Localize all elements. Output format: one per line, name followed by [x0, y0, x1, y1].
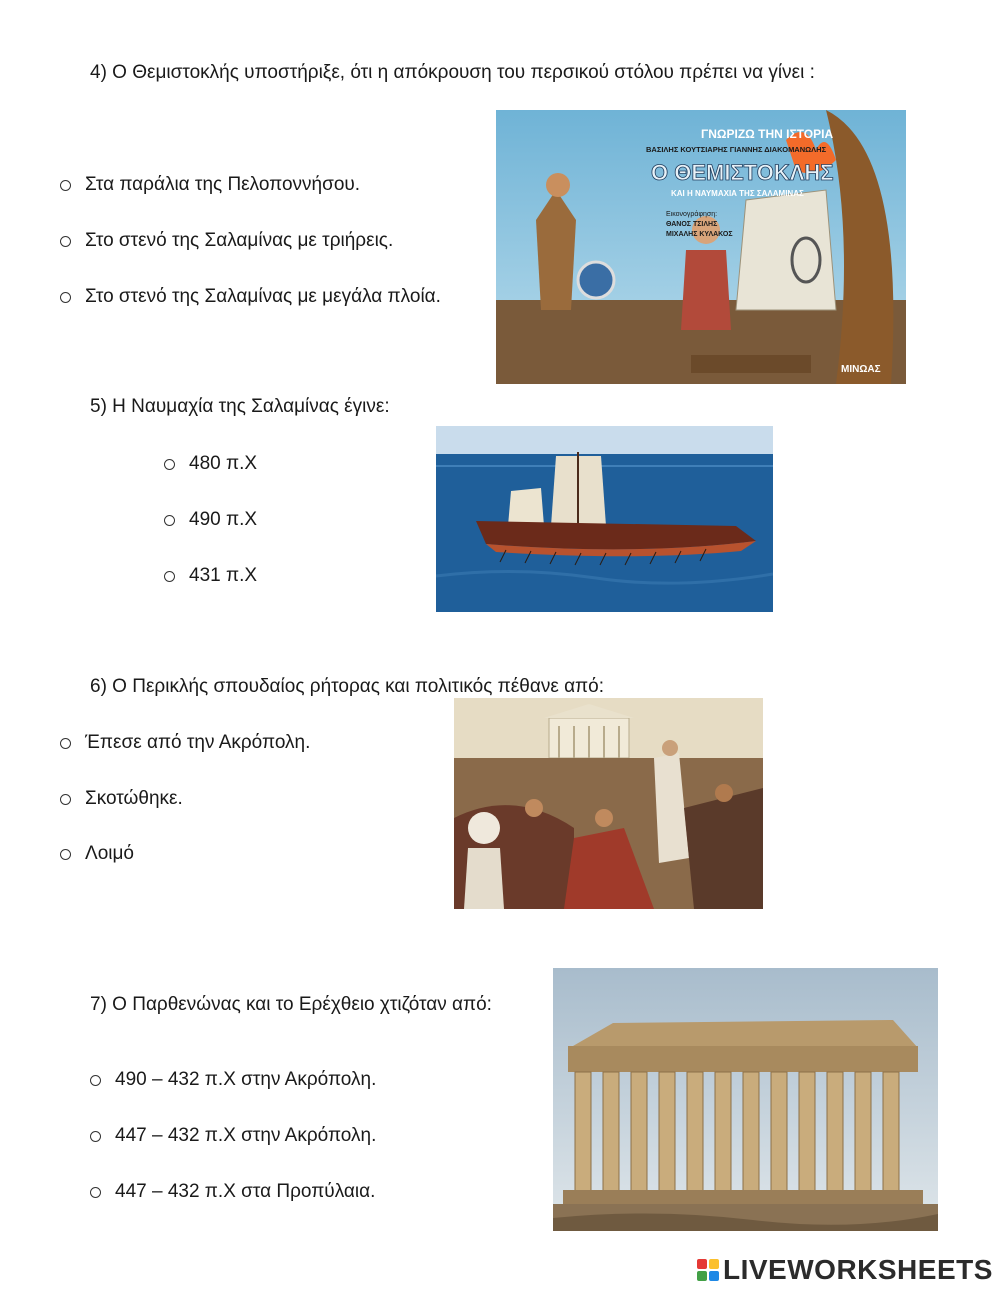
q5-option-2[interactable]: 490 π.Χ	[164, 509, 257, 531]
radio-icon[interactable]	[164, 459, 175, 470]
radio-icon[interactable]	[164, 571, 175, 582]
radio-icon[interactable]	[60, 738, 71, 749]
parthenon-image	[553, 968, 938, 1231]
brand-name: LIVEWORKSHEETS	[723, 1254, 993, 1285]
cover-illustrator-2: ΜΙΧΑΛΗΣ ΚΥΛΑΚΟΣ	[666, 231, 733, 238]
q4-option-1[interactable]: Στα παράλια της Πελοποννήσου.	[60, 174, 360, 196]
question-6-text: 6) Ο Περικλής σπουδαίος ρήτορας και πολιτικός πέθανε από:	[90, 676, 605, 697]
q7-option-2[interactable]: 447 – 432 π.Χ στην Ακρόπολη.	[90, 1125, 376, 1147]
q5-option-3[interactable]: 431 π.Χ	[164, 565, 257, 587]
liveworksheets-logo[interactable]	[697, 1254, 993, 1286]
radio-icon[interactable]	[164, 515, 175, 526]
q7-option-3[interactable]: 447 – 432 π.Χ στα Προπύλαια.	[90, 1181, 375, 1203]
q6-option-2[interactable]: Σκοτώθηκε.	[60, 788, 183, 810]
pericles-painting-image	[454, 698, 763, 909]
cover-authors-text: ΒΑΣΙΛΗΣ ΚΟΥΤΣΙΑΡΗΣ ΓΙΑΝΝΗΣ ΔΙΑΚΟΜΑΝΩΛΗΣ	[646, 145, 827, 154]
q6-option-3[interactable]: Λοιμό	[60, 843, 134, 865]
q4-option-2[interactable]: Στο στενό της Σαλαμίνας με τριήρεις.	[60, 230, 393, 252]
radio-icon[interactable]	[60, 236, 71, 247]
trireme-ship-image	[436, 426, 773, 612]
radio-icon[interactable]	[60, 292, 71, 303]
radio-icon[interactable]	[60, 180, 71, 191]
question-5-text: 5) Η Ναυμαχία της Σαλαμίνας έγινε:	[90, 396, 390, 417]
radio-icon[interactable]	[90, 1075, 101, 1086]
cover-illustrator-1: ΘΑΝΟΣ ΤΣΙΛΗΣ	[666, 221, 718, 228]
radio-icon[interactable]	[90, 1131, 101, 1142]
q7-option-1[interactable]: 490 – 432 π.Χ στην Ακρόπολη.	[90, 1069, 376, 1091]
radio-icon[interactable]	[90, 1187, 101, 1198]
cover-series-text: ΓΝΩΡΙΖΩ ΤΗΝ ΙΣΤΟΡΙΑ	[701, 127, 834, 141]
cover-publisher-text: ΜΙΝΩΑΣ	[841, 364, 881, 375]
themistocles-book-cover-image	[496, 110, 906, 384]
q4-option-3[interactable]: Στο στενό της Σαλαμίνας με μεγάλα πλοία.	[60, 286, 441, 308]
cover-subtitle-text: ΚΑΙ Η ΝΑΥΜΑΧΙΑ ΤΗΣ ΣΑΛΑΜΙΝΑΣ	[671, 189, 804, 198]
cover-title-text: Ο ΘΕΜΙΣΤΟΚΛΗΣ	[651, 160, 834, 185]
cover-illustration-label: Εικονογράφηση:	[666, 211, 718, 218]
q5-option-1[interactable]: 480 π.Χ	[164, 453, 257, 475]
q6-option-1[interactable]: Έπεσε από την Ακρόπολη.	[60, 732, 310, 754]
radio-icon[interactable]	[60, 849, 71, 860]
question-7-text: 7) Ο Παρθενώνας και το Ερέχθειο χτιζόταν από:	[90, 994, 492, 1015]
radio-icon[interactable]	[60, 794, 71, 805]
liveworksheets-logo-icon	[697, 1259, 719, 1281]
question-4-text: 4) Ο Θεμιστοκλής υποστήριξε, ότι η απόκρουση του περσικού στόλου πρέπει να γίνει :	[90, 62, 815, 83]
